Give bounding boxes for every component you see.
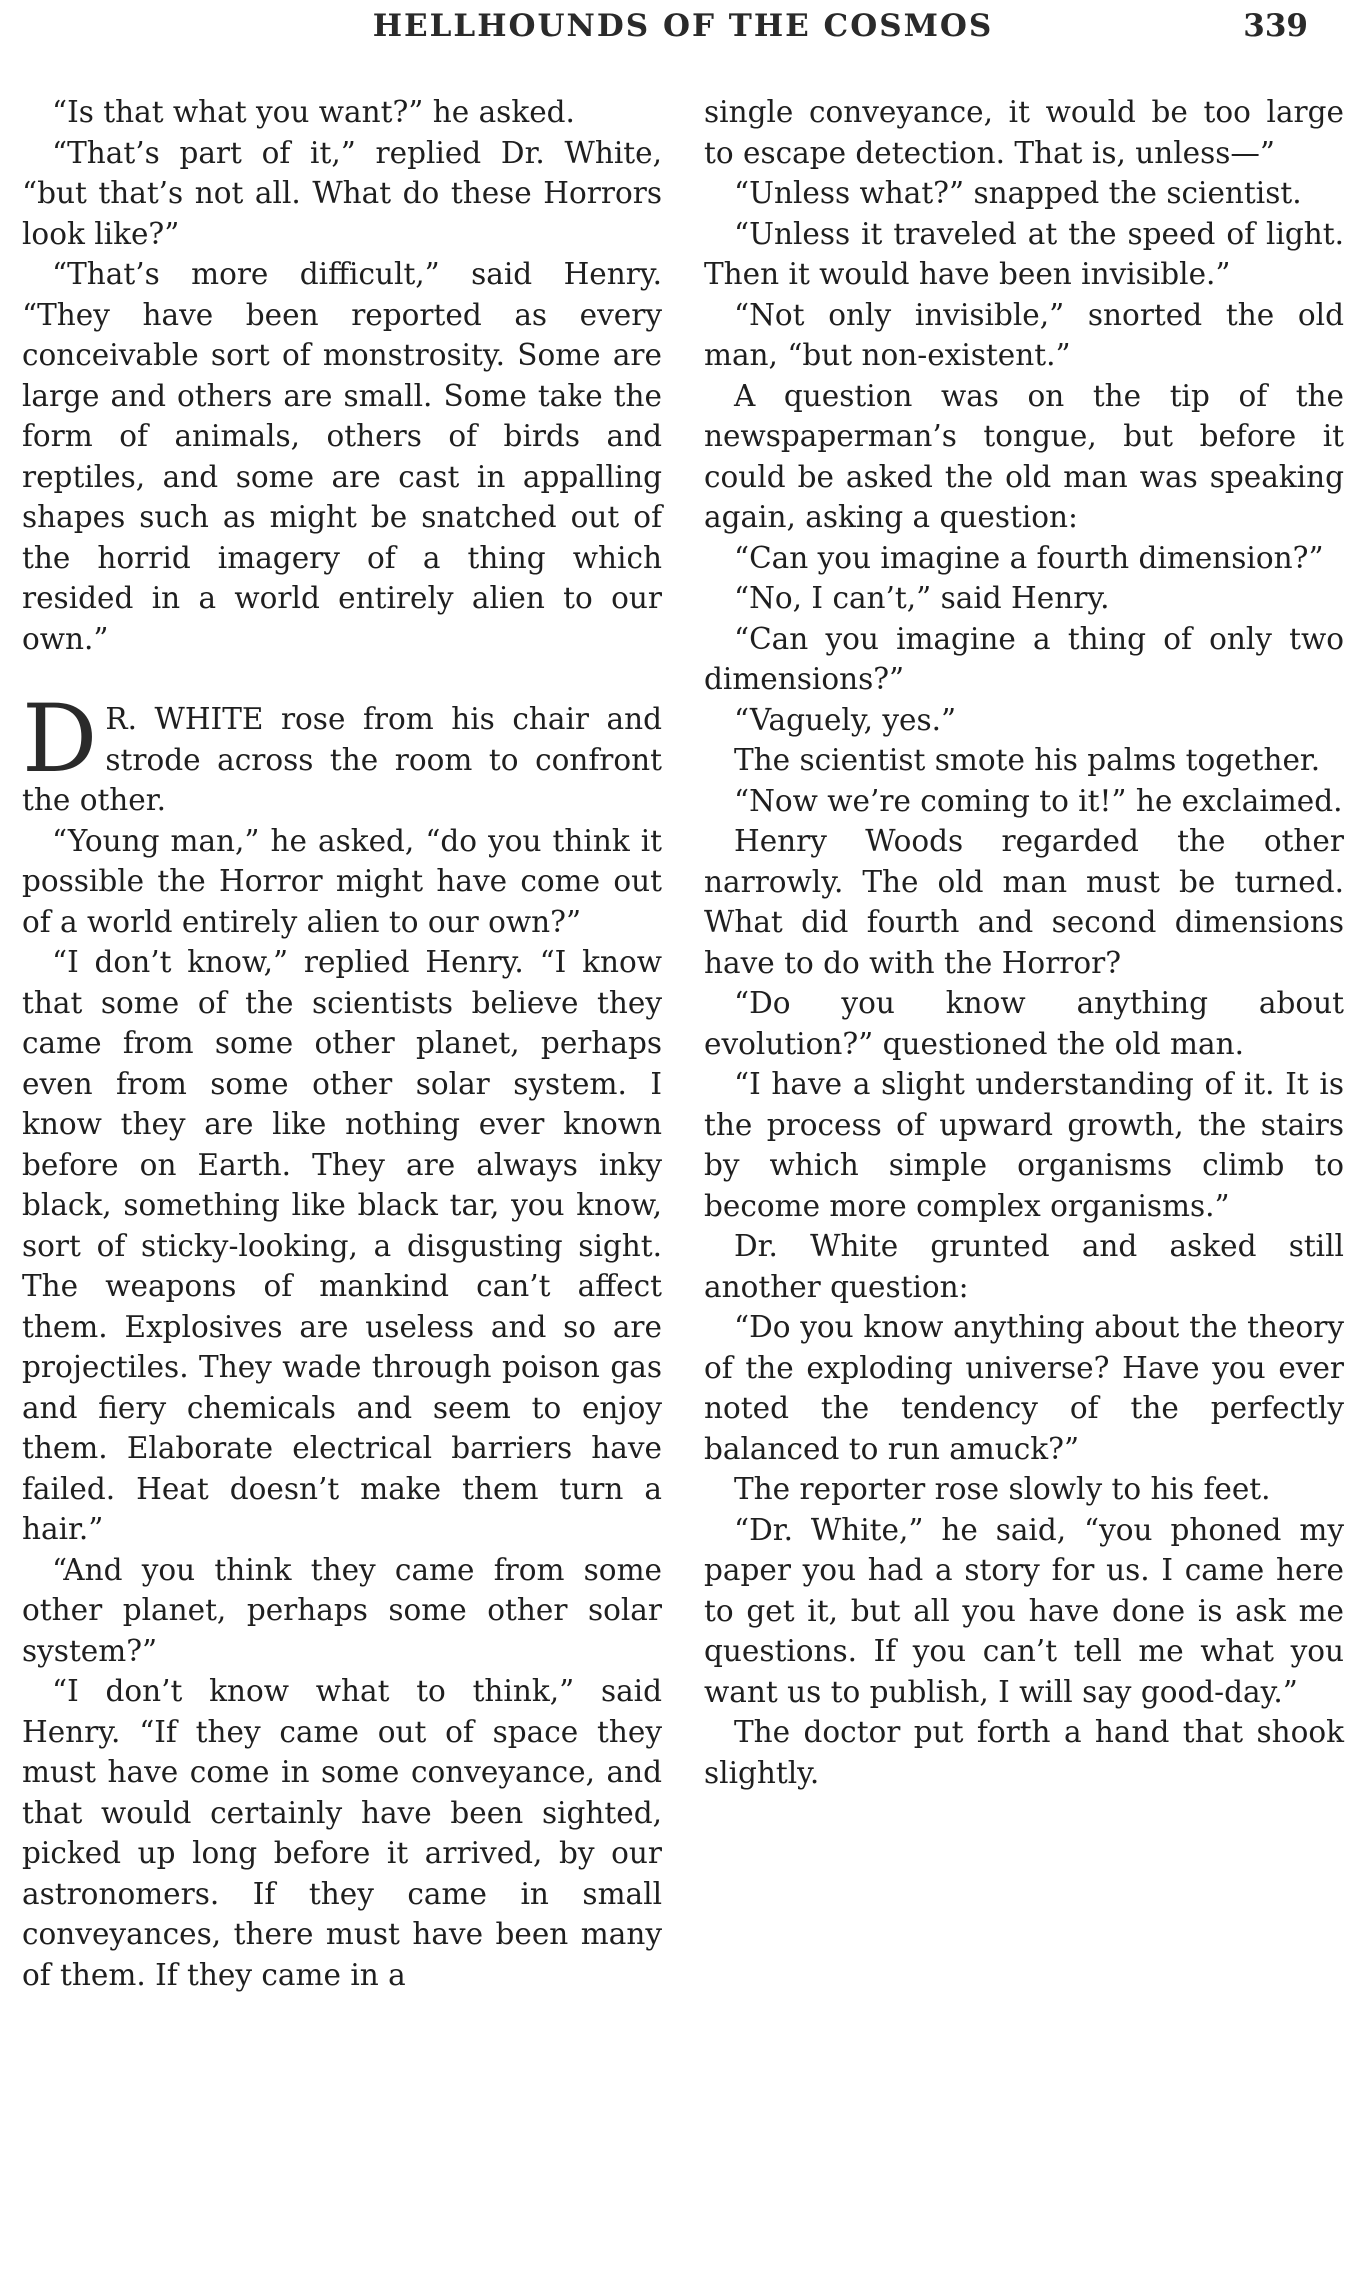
- paragraph: “Can you imagine a thing of only two dimensions?”: [704, 621, 1344, 696]
- section-start-text: R. WHITE rose from his chair and strode across the room to confront the other.: [22, 702, 662, 817]
- paragraph: “Vaguely, yes.”: [734, 702, 957, 737]
- paragraph: “No, I can’t,” said Henry.: [734, 581, 1110, 615]
- paragraph: “And you think they came from some other planet, perhaps some other solar system?”: [22, 1552, 662, 1668]
- paragraph: “Young man,” he asked, “do you think it possible the Horror might have come out of a world entirely alien to our own?”: [22, 823, 662, 939]
- left-column: [22, 92, 662, 1995]
- paragraph: “Can you imagine a fourth dimension?”: [734, 540, 1324, 575]
- drop-cap: D: [22, 685, 98, 794]
- paragraph: “Now we’re coming to it!” he exclaimed.: [734, 783, 1343, 818]
- paragraph: “Unless it traveled at the speed of light. Then it would have been invisible.”: [704, 216, 1344, 291]
- paragraph: “Unless what?” snapped the scientist.: [734, 176, 1302, 210]
- paragraph: “I have a slight understanding of it. It is the process of upward growth, the stairs by which simple organisms climb to become more complex organisms.”: [704, 1067, 1344, 1223]
- paragraph: “Dr. White,” he said, “you phoned my paper you had a story for us. I came here to get it, but all you have done is ask me questions. If you can’t tell me what you want us to publish, I will say good-day.”: [704, 1512, 1344, 1709]
- paragraph: A question was on the tip of the newspaperman’s tongue, but before it could be asked the old man was speaking again, asking a question:: [704, 378, 1344, 534]
- paragraph: “Do you know anything about evolution?” questioned the old man.: [704, 986, 1344, 1061]
- text-columns: [22, 92, 1344, 1995]
- paragraph: Henry Woods regarded the other narrowly. The old man must be turned. What did fourth and second dimensions have to do with the Horror?: [704, 824, 1344, 980]
- paragraph: Dr. White grunted and asked still another question:: [704, 1229, 1344, 1304]
- paragraph: “Is that what you want?” he asked.: [52, 95, 575, 129]
- paragraph: “I don’t know,” replied Henry. “I know that some of the scientists believe they came from some other planet, perhaps even from some other solar system. I know they are like nothing ever known before on Earth. They are always inky black, something like black tar, you know, sort of sticky-looking, a disgusting sight. The weapons of mankind can’t affect them. Explosives are useless and so are projectiles. They wade through poison gas and fiery chemicals and seem to enjoy them. Elaborate electrical barriers have failed. Heat doesn’t make them turn a hair.”: [22, 945, 662, 1546]
- page-header: [22, 0, 1344, 64]
- right-column: [704, 92, 1344, 1995]
- paragraph: “That’s more difficult,” said Henry. “They have been reported as every conceivable sort of monstrosity. Some are large and others are small. Some take the form of animals, others of birds and reptiles, and some are cast in appalling shapes such as might be snatched out of the horrid imagery of a thing which resided in a world entirely alien to our own.”: [22, 257, 662, 656]
- paragraph: “I don’t know what to think,” said Henry. “If they came out of space they must have come in some conveyance, and that would certainly have been sighted, picked up long before it arrived, by our astronomers. If they came in small conveyances, there must have been many of them. If they came in a: [22, 1674, 662, 1992]
- paragraph: The doctor put forth a hand that shook slightly.: [704, 1715, 1344, 1790]
- section-start-paragraph: [22, 685, 662, 821]
- page-number: 339: [1243, 8, 1308, 44]
- paragraph: The reporter rose slowly to his feet.: [734, 1472, 1271, 1506]
- paragraph: “That’s part of it,” replied Dr. White, “but that’s not all. What do these Horrors look like?”: [22, 135, 662, 251]
- paragraph: “Do you know anything about the theory of the exploding universe? Have you ever noted the tendency of the perfectly balanced to run amuck?”: [704, 1310, 1344, 1466]
- running-title: HELLHOUNDS OF THE COSMOS: [372, 8, 994, 44]
- continued-paragraph: single conveyance, it would be too large to escape detection. That is, unless—”: [704, 95, 1344, 170]
- paragraph: “Not only invisible,” snorted the old man, “but non-existent.”: [704, 297, 1344, 372]
- paragraph: The scientist smote his palms together.: [734, 743, 1321, 777]
